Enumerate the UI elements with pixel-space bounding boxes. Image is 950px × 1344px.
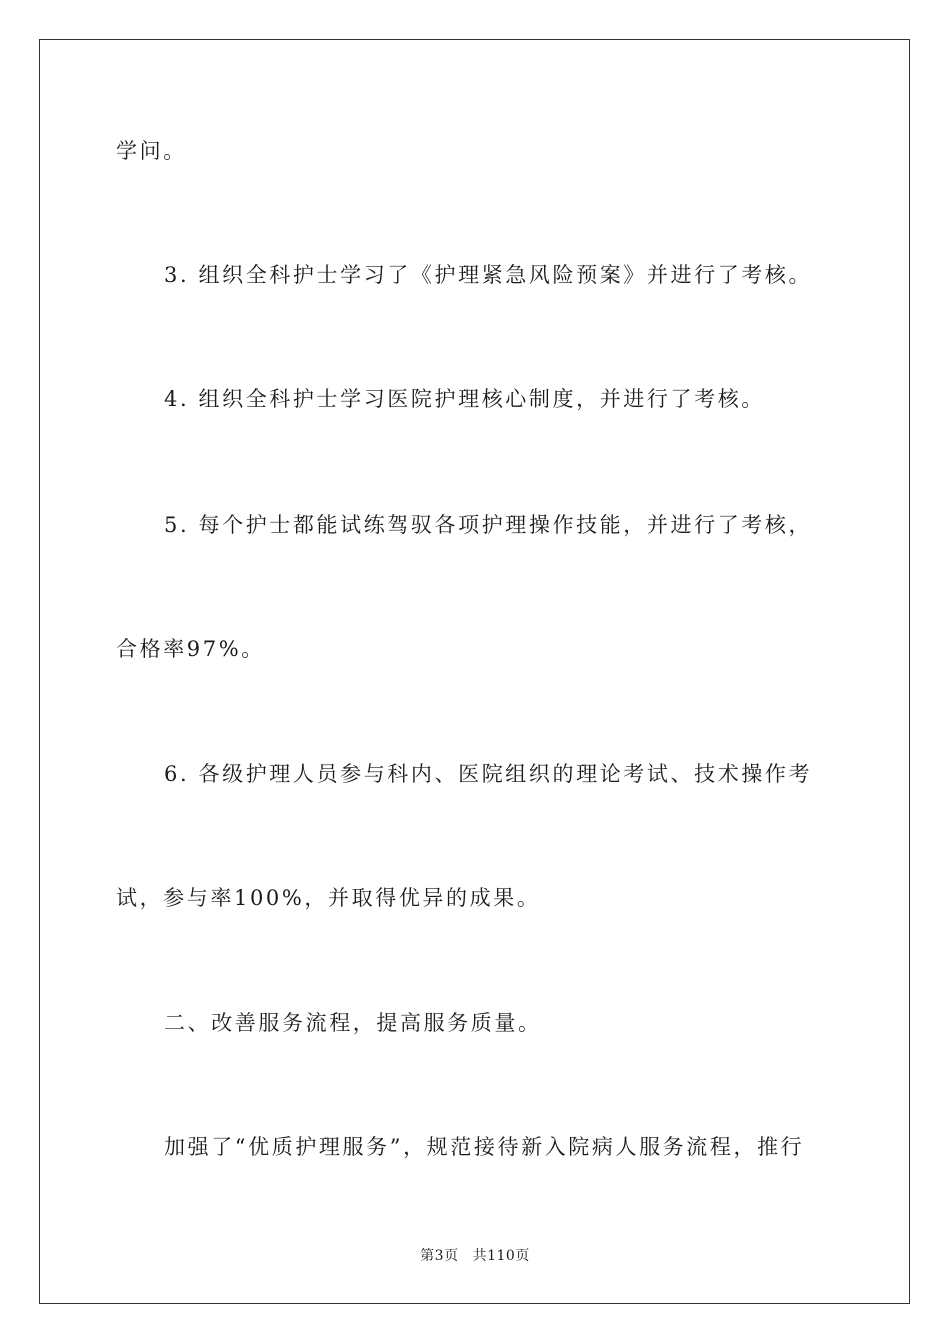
text-line-item-3: 3. 组织全科护士学习了《护理紧急风险预案》并进行了考核。 — [164, 263, 813, 287]
text-line-item-4: 4. 组织全科护士学习医院护理核心制度，并进行了考核。 — [164, 387, 765, 411]
section-heading: 二、改善服务流程，提高服务质量。 — [164, 1011, 542, 1035]
text-line-paragraph: 加强了“优质护理服务”，规范接待新入院病人服务流程，推行 — [164, 1135, 805, 1159]
total-pages: 共110页 — [472, 1248, 530, 1264]
page-footer — [0, 1246, 950, 1266]
text-line-continuation: 学问。 — [116, 139, 187, 163]
text-line-item-5-continuation: 合格率97%。 — [116, 637, 265, 661]
text-line-item-6-continuation: 试，参与率100%，并取得优异的成果。 — [116, 886, 541, 910]
page-number: 第3页 — [420, 1248, 459, 1264]
text-line-item-5: 5. 每个护士都能试练驾驭各项护理操作技能，并进行了考核， — [164, 513, 813, 537]
text-line-item-6: 6. 各级护理人员参与科内、医院组织的理论考试、技术操作考 — [164, 762, 813, 786]
page-border — [39, 39, 910, 1304]
